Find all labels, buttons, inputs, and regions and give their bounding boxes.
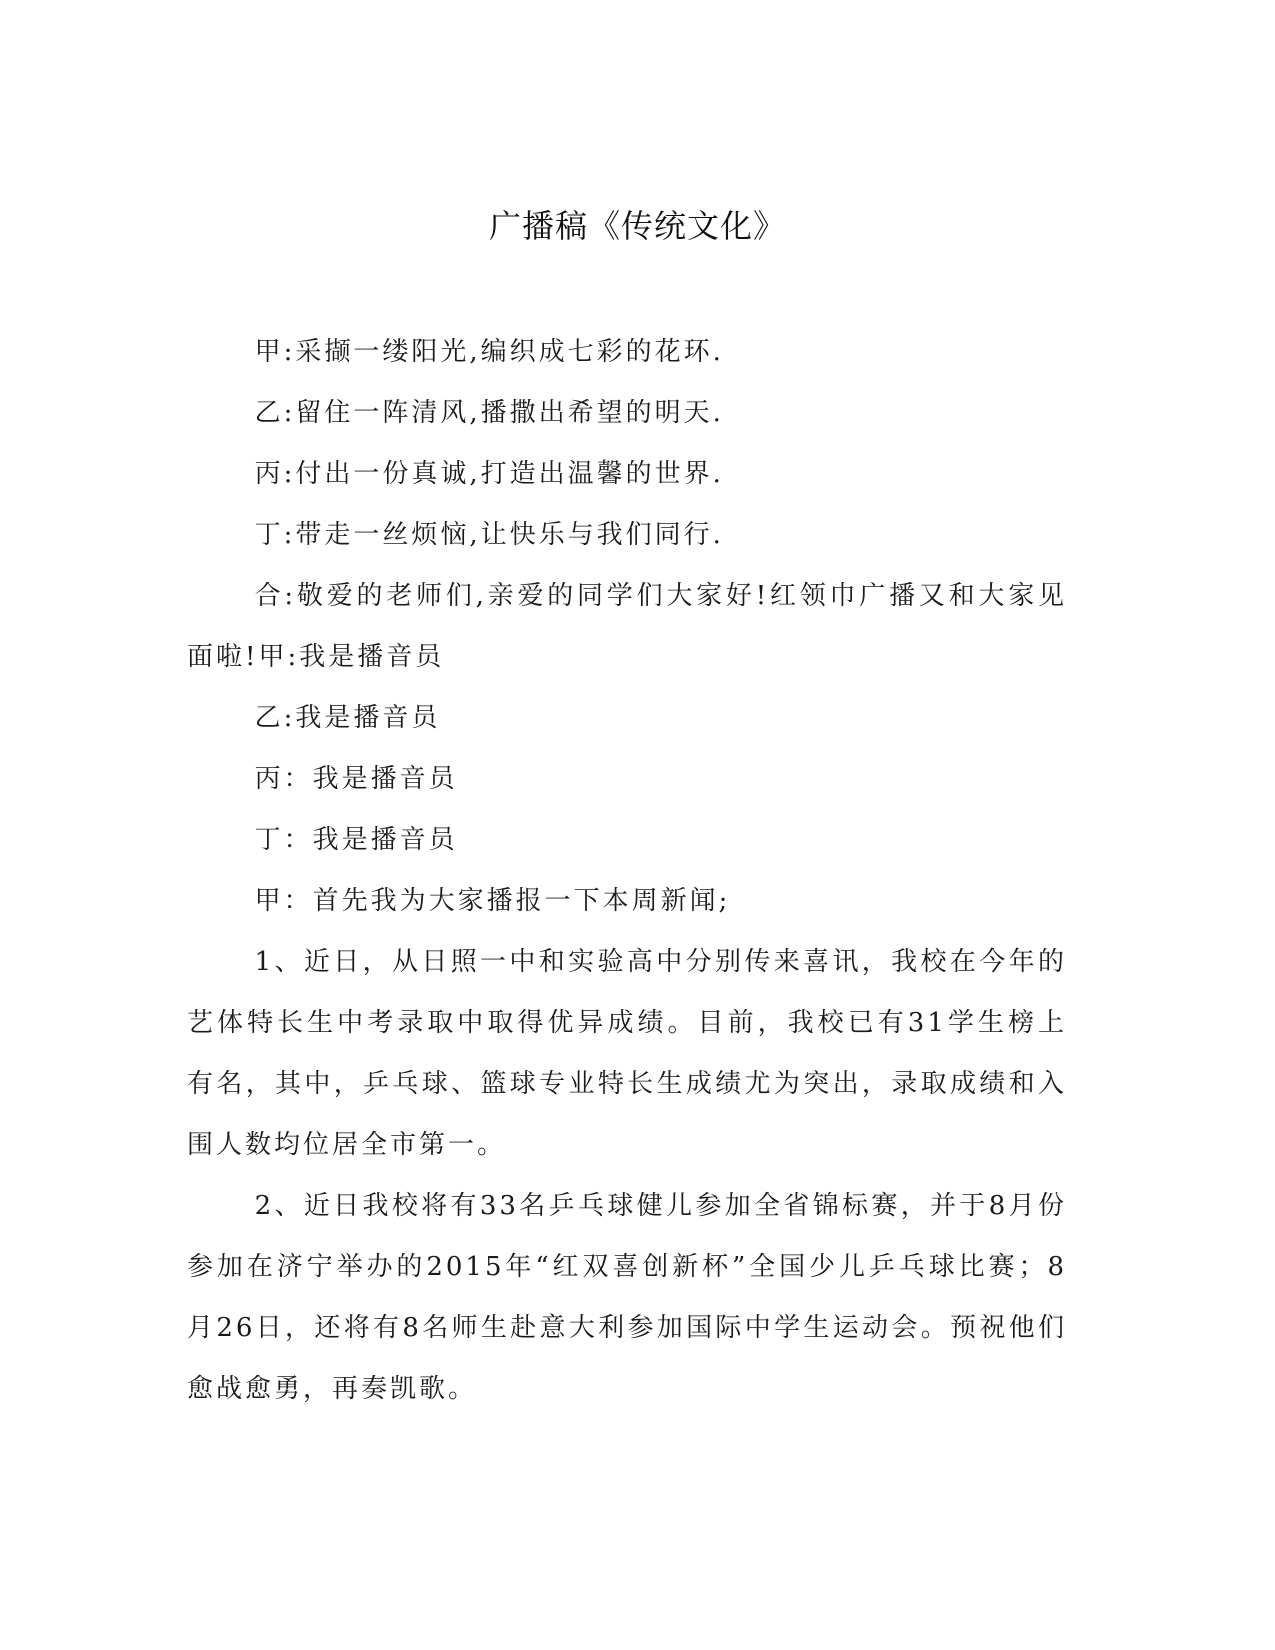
- document-body: [187, 322, 1067, 1420]
- paragraph-jia-opening: 甲:采撷一缕阳光,编织成七彩的花环.: [254, 337, 724, 367]
- document-title: 广播稿《传统文化》: [488, 207, 786, 245]
- paragraph-yi-opening: 乙:留住一阵清风,播撒出希望的明天.: [254, 398, 724, 428]
- paragraph-bing-intro: 丙：我是播音员: [254, 764, 458, 794]
- paragraph-ding-opening: 丁:带走一丝烦恼,让快乐与我们同行.: [254, 520, 724, 550]
- paragraph-yi-intro: 乙:我是播音员: [254, 703, 441, 733]
- paragraph-ding-intro: 丁：我是播音员: [254, 825, 458, 855]
- paragraph-together-greeting: 合:敬爱的老师们,亲爱的同学们大家好!红领巾广播又和大家见面啦!甲:我是播音员: [187, 581, 1067, 672]
- paragraph-news-item-1: 1、近日，从日照一中和实验高中分别传来喜讯，我校在今年的艺体特长生中考录取中取得优异成绩。目前，我校已有31学生榜上有名，其中，乒乓球、篮球专业特长生成绩尤为突出，录取成绩和入围人数均位居全市第一。: [187, 947, 1067, 1160]
- paragraph-bing-opening: 丙:付出一份真诚,打造出温馨的世界.: [254, 459, 724, 489]
- paragraph-jia-news-intro: 甲：首先我为大家播报一下本周新闻;: [254, 886, 731, 916]
- paragraph-news-item-2: 2、近日我校将有33名乒乓球健儿参加全省锦标赛，并于8月份参加在济宁举办的2015年“红双喜创新杯”全国少儿乒乓球比赛；8月26日，还将有8名师生赴意大利参加国际中学生运动会。预祝他们愈战愈勇，再奏凯歌。: [187, 1191, 1067, 1404]
